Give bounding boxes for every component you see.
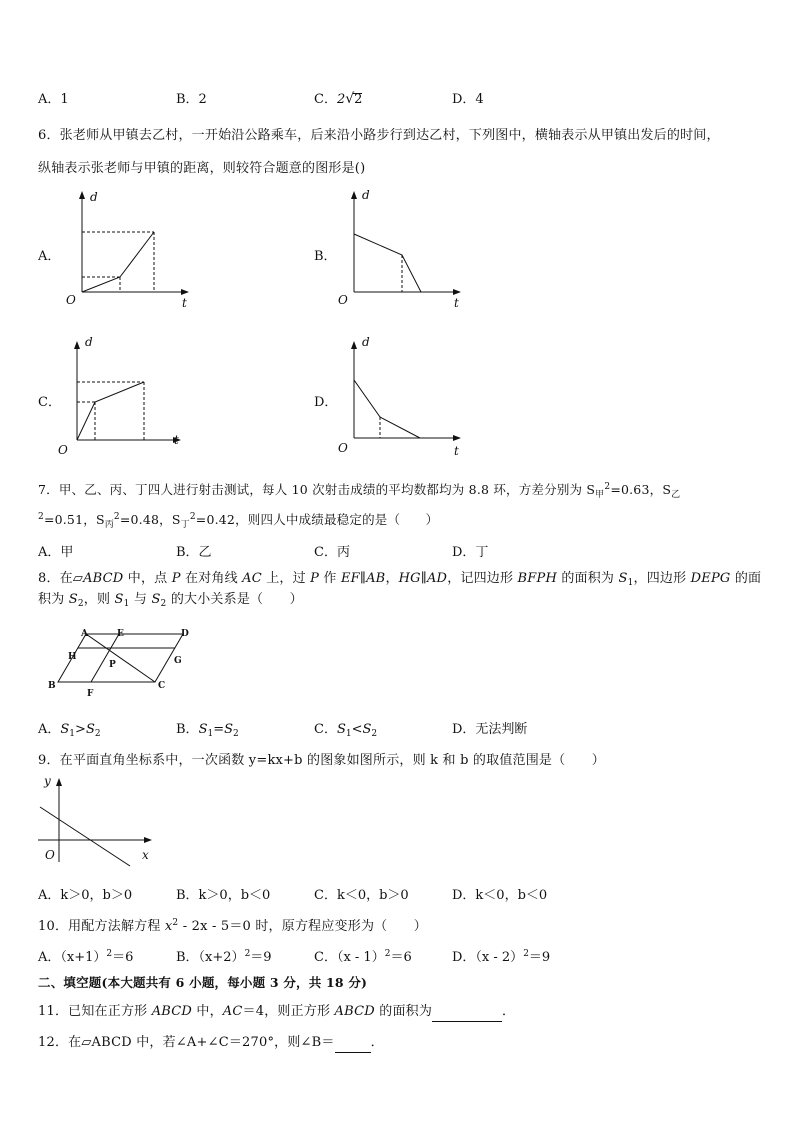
q8-opt-prefix: C． bbox=[314, 722, 337, 737]
q7-sup: 2 bbox=[113, 512, 120, 522]
q9-option-c: C．k＜0，b＞0 bbox=[314, 888, 409, 903]
q8-text: 8．在▱ bbox=[38, 571, 84, 586]
q7-text: =0.42，则四人中成绩最稳定的是（ ） bbox=[195, 512, 439, 527]
q10-sup: 2 bbox=[106, 949, 113, 959]
q7-option-c: C．丙 bbox=[314, 545, 350, 560]
q6-graph-c-label: C． bbox=[38, 395, 61, 410]
q6-graph-b-label: B． bbox=[314, 249, 337, 264]
q8-opt-sub: 1 bbox=[345, 729, 352, 739]
q7-option-a: A．甲 bbox=[38, 545, 74, 560]
q8-text: 与 bbox=[129, 592, 152, 607]
q7-text: =0.63，S bbox=[610, 482, 672, 497]
q10-opt-text: ＝6 bbox=[112, 950, 134, 965]
origin-label: O bbox=[45, 848, 55, 862]
q12-text: 12．在▱ABCD 中，若∠A+∠C＝270°，则∠B＝ bbox=[38, 1035, 335, 1050]
x-axis-label: t bbox=[454, 296, 459, 310]
q8-opt-sub: 2 bbox=[233, 729, 239, 739]
q8-sub: 1 bbox=[123, 599, 130, 609]
q12-text: ． bbox=[370, 1035, 384, 1050]
q8-sub: 2 bbox=[160, 599, 167, 609]
q12-stem bbox=[38, 1031, 384, 1053]
q8-opt-math: S bbox=[362, 722, 372, 737]
q10-opt-text: B．（x+2） bbox=[176, 950, 245, 965]
q8-math: P bbox=[310, 571, 320, 586]
q11-math: AC bbox=[222, 1004, 243, 1019]
q8-parallelogram-figure bbox=[45, 625, 205, 700]
point-label-a: A bbox=[81, 629, 88, 639]
q8-text: 积为 bbox=[38, 592, 69, 607]
answer-blank[interactable] bbox=[432, 1006, 502, 1022]
q10-option-d bbox=[452, 946, 550, 965]
q6-stem-line2: 纵轴表示张老师与甲镇的距离，则较符合题意的图形是() bbox=[38, 161, 366, 176]
q7-sub: 甲 bbox=[595, 490, 605, 500]
q8-math: HG∥AD bbox=[398, 571, 448, 586]
q8-stem-line1 bbox=[38, 567, 761, 588]
q7-option-d: D．丁 bbox=[452, 545, 489, 560]
q8-opt-sub: 1 bbox=[69, 729, 76, 739]
q8-opt-sub: 2 bbox=[371, 729, 378, 739]
q10-option-a bbox=[38, 946, 133, 965]
q8-opt-prefix: A． bbox=[38, 722, 61, 737]
q8-opt-math: S bbox=[198, 722, 208, 737]
y-axis-label: d bbox=[362, 335, 370, 349]
q8-opt-math: S bbox=[60, 722, 70, 737]
q8-math: BFPH bbox=[517, 571, 557, 586]
q10-text: - 2x - 5＝0 时，原方程应变形为（ ） bbox=[178, 919, 427, 934]
q10-sup: 2 bbox=[523, 949, 529, 959]
q8-text: 上，过 bbox=[261, 571, 311, 586]
y-axis-arrow bbox=[74, 341, 80, 349]
q8-opt-math: S bbox=[224, 722, 234, 737]
y-axis-label: y bbox=[44, 774, 51, 788]
q7-sup: 2 bbox=[604, 482, 611, 492]
q6-graph-d bbox=[332, 335, 472, 465]
q6-graph-a bbox=[60, 185, 200, 315]
segment-ef bbox=[91, 634, 119, 682]
q8-opt-math: S bbox=[85, 722, 95, 737]
q5-option-c-prefix: C． bbox=[314, 92, 337, 107]
distance-curve bbox=[82, 232, 154, 292]
q6-graph-a-label: A． bbox=[38, 249, 61, 264]
q8-text: 的大小关系是（ ） bbox=[166, 592, 303, 607]
q11-math: ABCD bbox=[151, 1004, 193, 1019]
q10-stem bbox=[38, 915, 427, 934]
q8-text: ，四边形 bbox=[633, 571, 691, 586]
y-axis-label: d bbox=[90, 190, 98, 204]
point-label-h: H bbox=[68, 652, 77, 662]
x-axis-label: t bbox=[182, 296, 187, 310]
q10-option-b bbox=[176, 946, 272, 965]
q8-sub: 2 bbox=[77, 599, 84, 609]
q8-opt-operator: < bbox=[351, 722, 363, 737]
q8-math: EF∥AB bbox=[340, 571, 386, 586]
q10-sup: 2 bbox=[384, 949, 391, 959]
x-axis-arrow bbox=[181, 289, 189, 295]
diagonal-ac bbox=[86, 634, 155, 682]
q5-option-d: D．4 bbox=[452, 92, 484, 107]
q8-math: S bbox=[114, 592, 124, 607]
q8-math: AC bbox=[242, 571, 262, 586]
q9-option-b: B．k＞0，b＜0 bbox=[176, 888, 271, 903]
q8-option-a bbox=[38, 718, 101, 739]
q9-stem: 9．在平面直角坐标系中，一次函数 y=kx+b 的图象如图所示，则 k 和 b 的取值范围是（ ） bbox=[38, 753, 605, 768]
q8-option-c bbox=[314, 718, 377, 739]
q8-text: 中，点 bbox=[123, 571, 172, 586]
q8-opt-operator: = bbox=[213, 722, 225, 737]
y-axis-arrow bbox=[351, 191, 357, 199]
point-label-e: E bbox=[117, 629, 124, 639]
q7-stem-line2 bbox=[38, 510, 438, 530]
q10-opt-text: ＝9 bbox=[528, 950, 551, 965]
q8-math: S bbox=[151, 592, 161, 607]
x-axis-label: t bbox=[174, 433, 179, 447]
point-label-b: B bbox=[48, 681, 56, 691]
origin-label: O bbox=[66, 293, 76, 307]
q7-text: =0.48，S bbox=[119, 512, 181, 527]
q7-sub: 丙 bbox=[104, 520, 114, 530]
q5-option-c-radicand: 2 bbox=[354, 92, 363, 107]
q7-stem-line1 bbox=[38, 480, 680, 500]
q11-math: ABCD bbox=[334, 1004, 375, 1019]
q8-math: S bbox=[618, 571, 628, 586]
q8-text: 的面 bbox=[730, 571, 762, 586]
q11-text: 的面积为 bbox=[374, 1004, 433, 1019]
q10-opt-text: ＝6 bbox=[390, 950, 412, 965]
distance-curve bbox=[354, 380, 420, 438]
y-axis-arrow bbox=[79, 191, 85, 199]
distance-curve bbox=[354, 234, 421, 292]
q6-graph-b bbox=[332, 185, 472, 315]
q8-math: S bbox=[68, 592, 78, 607]
q8-math: ABCD bbox=[83, 571, 124, 586]
q8-opt-prefix: B． bbox=[176, 722, 199, 737]
origin-label: O bbox=[338, 293, 348, 307]
q9-linear-function-graph bbox=[38, 773, 163, 868]
q11-text: ＝4，则正方形 bbox=[242, 1004, 335, 1019]
point-label-p: P bbox=[109, 660, 116, 670]
point-label-d: D bbox=[181, 629, 189, 639]
q11-stem bbox=[38, 1000, 515, 1022]
q5-option-c-coef: 2 bbox=[336, 92, 346, 107]
q8-opt-sub: 2 bbox=[94, 729, 101, 739]
q7-sup: 2 bbox=[189, 512, 196, 522]
answer-blank[interactable] bbox=[335, 1037, 371, 1053]
q8-option-d: D．无法判断 bbox=[452, 722, 528, 737]
q10-opt-text: C．（x - 1） bbox=[314, 950, 385, 965]
q8-opt-sub: 1 bbox=[207, 729, 214, 739]
q8-option-b bbox=[176, 718, 239, 739]
q11-text: 11．已知在正方形 bbox=[38, 1004, 152, 1019]
x-axis-label: t bbox=[454, 444, 459, 458]
q11-text: 中， bbox=[192, 1004, 223, 1019]
q8-text: ，记四边形 bbox=[447, 571, 518, 586]
q10-opt-text: D．（x - 2） bbox=[452, 950, 524, 965]
q8-text: 的面积为 bbox=[557, 571, 619, 586]
q8-opt-operator: > bbox=[75, 722, 86, 737]
y-axis-label: d bbox=[362, 188, 370, 202]
point-label-g: G bbox=[174, 656, 182, 666]
q6-graph-d-label: D． bbox=[314, 395, 338, 410]
q9-option-d: D．k＜0，b＜0 bbox=[452, 888, 548, 903]
q7-sub: 丁 bbox=[180, 520, 190, 530]
q10-option-c bbox=[314, 946, 412, 965]
x-axis-arrow bbox=[453, 435, 461, 441]
y-axis-arrow bbox=[56, 778, 62, 786]
q7-text: =0.51，S bbox=[43, 512, 105, 527]
q8-text: ，则 bbox=[83, 592, 115, 607]
q5-option-a: A．1 bbox=[38, 92, 69, 107]
q8-stem-line2 bbox=[38, 588, 303, 609]
q8-sub: 1 bbox=[627, 578, 634, 588]
q6-stem-line1: 6．张老师从甲镇去乙村，一开始沿公路乘车，后来沿小路步行到达乙村，下列图中，横轴表示从甲镇出发后的时间， bbox=[38, 128, 720, 143]
sqrt-sign: √ bbox=[345, 91, 355, 107]
q7-sup: 2 bbox=[38, 512, 44, 522]
q11-text: ． bbox=[502, 1004, 516, 1019]
q8-opt-math: S bbox=[336, 722, 346, 737]
x-axis-arrow bbox=[144, 837, 152, 843]
point-label-c: C bbox=[158, 681, 166, 691]
y-axis-arrow bbox=[351, 341, 357, 349]
q10-text: 10．用配方法解方程 bbox=[38, 919, 165, 934]
q8-text: 作 bbox=[319, 571, 341, 586]
q7-option-b: B．乙 bbox=[176, 545, 212, 560]
section-heading-fill-in: 二、填空题(本大题共有 6 小题，每小题 3 分，共 18 分) bbox=[38, 975, 368, 990]
q8-math: P bbox=[171, 571, 181, 586]
q7-sub: 乙 bbox=[671, 490, 681, 500]
q10-opt-text: ＝9 bbox=[250, 950, 272, 965]
q5-option-b: B．2 bbox=[176, 92, 207, 107]
q10-math: x bbox=[164, 919, 173, 934]
q7-text: 7．甲、乙、丙、丁四人进行射击测试，每人 10 次射击成绩的平均数都均为 8.8 环，方差分别为 S bbox=[38, 482, 596, 497]
q6-graph-c bbox=[55, 335, 195, 465]
q10-sup: 2 bbox=[244, 949, 251, 959]
q8-math: DEPG bbox=[690, 571, 731, 586]
distance-curve bbox=[77, 382, 144, 440]
q8-text: 在对角线 bbox=[180, 571, 243, 586]
q8-text: ， bbox=[385, 571, 399, 586]
x-axis-arrow bbox=[453, 289, 461, 295]
point-label-f: F bbox=[87, 689, 94, 699]
y-axis-label: d bbox=[85, 335, 93, 349]
q5-option-c bbox=[314, 88, 362, 107]
q10-sup: 2 bbox=[172, 918, 179, 928]
origin-label: O bbox=[58, 443, 68, 457]
q9-option-a: A．k＞0，b＞0 bbox=[38, 888, 133, 903]
origin-label: O bbox=[338, 441, 348, 455]
x-axis-label: x bbox=[142, 848, 149, 862]
q10-opt-text: A．（x+1） bbox=[38, 950, 107, 965]
